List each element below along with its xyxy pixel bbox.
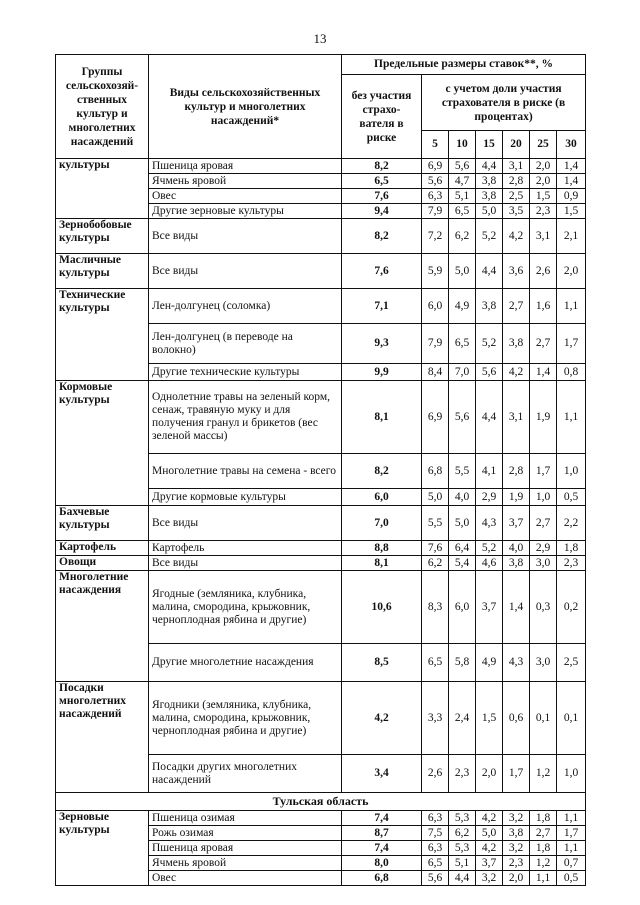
- rate-share-20-cell: 1,4: [503, 571, 530, 644]
- table-row: [56, 506, 586, 541]
- rate-share-15-cell: 4,4: [476, 159, 503, 174]
- rate-share-30-cell: 0,8: [557, 364, 586, 381]
- rate-share-25-cell: 3,0: [530, 644, 557, 682]
- rate-share-20-cell: 2,8: [503, 454, 530, 489]
- table-row: [56, 219, 586, 254]
- rate-share-20-cell: 2,7: [503, 289, 530, 324]
- rate-no-share-cell: 8,1: [342, 556, 422, 571]
- rate-share-5-cell: 6,3: [422, 811, 449, 826]
- rate-share-30-cell: 2,5: [557, 644, 586, 682]
- crop-name-cell: Другие зерновые культуры: [149, 204, 342, 219]
- rate-share-15-cell: 4,1: [476, 454, 503, 489]
- rate-share-20-cell: 4,0: [503, 541, 530, 556]
- rate-share-30-cell: 1,5: [557, 204, 586, 219]
- table-row: [56, 811, 586, 826]
- rate-share-25-cell: 2,0: [530, 159, 557, 174]
- rate-share-25-cell: 2,7: [530, 324, 557, 364]
- rate-share-25-cell: 1,5: [530, 189, 557, 204]
- rate-share-30-cell: 2,1: [557, 219, 586, 254]
- rate-share-10-cell: 5,5: [449, 454, 476, 489]
- rate-no-share-cell: 7,4: [342, 841, 422, 856]
- rate-no-share-cell: 7,0: [342, 506, 422, 541]
- rate-share-30-cell: 0,5: [557, 489, 586, 506]
- rate-share-5-cell: 6,2: [422, 556, 449, 571]
- rate-share-10-cell: 5,6: [449, 159, 476, 174]
- rate-share-25-cell: 1,2: [530, 755, 557, 793]
- rate-share-5-cell: 7,5: [422, 826, 449, 841]
- rate-share-30-cell: 1,8: [557, 541, 586, 556]
- header-percent-25: 25: [530, 131, 557, 159]
- rate-share-25-cell: 1,9: [530, 381, 557, 454]
- rate-share-10-cell: 2,4: [449, 682, 476, 755]
- rate-share-10-cell: 5,0: [449, 254, 476, 289]
- rate-share-5-cell: 5,6: [422, 871, 449, 886]
- rate-share-25-cell: 2,7: [530, 826, 557, 841]
- rate-no-share-cell: 8,2: [342, 159, 422, 174]
- rate-share-25-cell: 3,1: [530, 219, 557, 254]
- rate-share-20-cell: 1,7: [503, 755, 530, 793]
- rate-share-25-cell: 1,4: [530, 364, 557, 381]
- rate-share-30-cell: 1,7: [557, 324, 586, 364]
- rate-share-25-cell: 1,0: [530, 489, 557, 506]
- rate-share-15-cell: 4,6: [476, 556, 503, 571]
- rate-share-5-cell: 6,9: [422, 159, 449, 174]
- group-name-cell: Многолетние насаждения: [56, 571, 149, 682]
- rate-share-10-cell: 4,9: [449, 289, 476, 324]
- rate-share-25-cell: 0,3: [530, 571, 557, 644]
- rate-no-share-cell: 6,0: [342, 489, 422, 506]
- rate-share-30-cell: 1,7: [557, 826, 586, 841]
- rate-share-10-cell: 5,4: [449, 556, 476, 571]
- group-name-cell: культуры: [56, 159, 149, 219]
- rate-share-10-cell: 6,0: [449, 571, 476, 644]
- rate-share-15-cell: 4,9: [476, 644, 503, 682]
- rate-share-5-cell: 8,4: [422, 364, 449, 381]
- rate-share-15-cell: 3,8: [476, 174, 503, 189]
- rate-share-15-cell: 5,6: [476, 364, 503, 381]
- rate-share-25-cell: 2,9: [530, 541, 557, 556]
- rate-share-5-cell: 6,5: [422, 856, 449, 871]
- rate-share-25-cell: 1,2: [530, 856, 557, 871]
- rate-share-20-cell: 3,8: [503, 826, 530, 841]
- rate-share-30-cell: 0,7: [557, 856, 586, 871]
- crop-name-cell: Все виды: [149, 506, 342, 541]
- rate-share-15-cell: 1,5: [476, 682, 503, 755]
- crop-name-cell: Все виды: [149, 556, 342, 571]
- crop-name-cell: Многолетние травы на семена - всего: [149, 454, 342, 489]
- rate-share-25-cell: 1,8: [530, 811, 557, 826]
- rate-share-15-cell: 3,8: [476, 189, 503, 204]
- rate-share-30-cell: 2,0: [557, 254, 586, 289]
- rate-share-10-cell: 6,5: [449, 204, 476, 219]
- rate-share-5-cell: 8,3: [422, 571, 449, 644]
- rate-share-15-cell: 2,0: [476, 755, 503, 793]
- rate-share-30-cell: 2,2: [557, 506, 586, 541]
- rate-share-10-cell: 6,2: [449, 219, 476, 254]
- region-row: [56, 793, 586, 811]
- rate-share-25-cell: 1,7: [530, 454, 557, 489]
- insurance-rates-table: [55, 54, 586, 886]
- rate-no-share-cell: 9,4: [342, 204, 422, 219]
- rate-share-20-cell: 4,2: [503, 219, 530, 254]
- header-percent-15: 15: [476, 131, 503, 159]
- rate-no-share-cell: 3,4: [342, 755, 422, 793]
- rate-share-20-cell: 3,2: [503, 811, 530, 826]
- rate-share-20-cell: 3,1: [503, 381, 530, 454]
- crop-name-cell: Все виды: [149, 254, 342, 289]
- rate-share-10-cell: 5,0: [449, 506, 476, 541]
- rate-share-30-cell: 1,1: [557, 381, 586, 454]
- rate-share-15-cell: 4,3: [476, 506, 503, 541]
- rate-no-share-cell: 7,4: [342, 811, 422, 826]
- rate-no-share-cell: 8,0: [342, 856, 422, 871]
- rate-share-15-cell: 4,2: [476, 841, 503, 856]
- table-row: [56, 682, 586, 755]
- rate-share-20-cell: 3,8: [503, 556, 530, 571]
- rate-share-10-cell: 4,4: [449, 871, 476, 886]
- rate-share-30-cell: 1,1: [557, 289, 586, 324]
- rate-share-15-cell: 5,2: [476, 541, 503, 556]
- rate-share-20-cell: 0,6: [503, 682, 530, 755]
- rate-share-15-cell: 4,2: [476, 811, 503, 826]
- table-row: [56, 381, 586, 454]
- crop-name-cell: Другие многолетние насаждения: [149, 644, 342, 682]
- rate-share-30-cell: 0,1: [557, 682, 586, 755]
- rate-share-20-cell: 3,1: [503, 159, 530, 174]
- rate-share-5-cell: 3,3: [422, 682, 449, 755]
- header-crop: Виды сельскохозяйственных культур и многолетних насаждений*: [149, 55, 342, 159]
- rate-share-5-cell: 7,9: [422, 204, 449, 219]
- rate-no-share-cell: 7,1: [342, 289, 422, 324]
- group-name-cell: Овощи: [56, 556, 149, 571]
- rate-share-20-cell: 3,2: [503, 841, 530, 856]
- crop-name-cell: Другие кормовые культуры: [149, 489, 342, 506]
- rate-share-10-cell: 5,1: [449, 856, 476, 871]
- header-group: Группы сельскохозяй-ственных культур и многолетних насаждений: [56, 55, 149, 159]
- rate-no-share-cell: 8,1: [342, 381, 422, 454]
- rate-share-15-cell: 4,4: [476, 381, 503, 454]
- rate-no-share-cell: 7,6: [342, 189, 422, 204]
- header-percent-5: 5: [422, 131, 449, 159]
- group-name-cell: Бахчевые культуры: [56, 506, 149, 541]
- rate-share-5-cell: 5,5: [422, 506, 449, 541]
- table-row: [56, 289, 586, 324]
- rate-share-10-cell: 2,3: [449, 755, 476, 793]
- rate-share-30-cell: 1,4: [557, 159, 586, 174]
- rate-share-20-cell: 3,8: [503, 324, 530, 364]
- rate-share-15-cell: 5,0: [476, 204, 503, 219]
- group-name-cell: Масличные культуры: [56, 254, 149, 289]
- crop-name-cell: Овес: [149, 189, 342, 204]
- rate-share-25-cell: 1,6: [530, 289, 557, 324]
- rate-share-30-cell: 1,4: [557, 174, 586, 189]
- rate-no-share-cell: 8,8: [342, 541, 422, 556]
- group-name-cell: Кормовые культуры: [56, 381, 149, 506]
- rate-share-25-cell: 0,1: [530, 682, 557, 755]
- rate-no-share-cell: 9,9: [342, 364, 422, 381]
- crop-name-cell: Пшеница яровая: [149, 841, 342, 856]
- group-name-cell: Зерновые культуры: [56, 811, 149, 886]
- header-percent-30: 30: [557, 131, 586, 159]
- group-name-cell: Технические культуры: [56, 289, 149, 381]
- rate-share-5-cell: 5,9: [422, 254, 449, 289]
- rate-share-10-cell: 5,1: [449, 189, 476, 204]
- crop-name-cell: Овес: [149, 871, 342, 886]
- rate-no-share-cell: 10,6: [342, 571, 422, 644]
- rate-share-20-cell: 2,0: [503, 871, 530, 886]
- crop-name-cell: Пшеница яровая: [149, 159, 342, 174]
- rate-share-30-cell: 0,9: [557, 189, 586, 204]
- rate-share-5-cell: 6,3: [422, 189, 449, 204]
- rate-share-5-cell: 7,6: [422, 541, 449, 556]
- rate-share-5-cell: 5,0: [422, 489, 449, 506]
- rate-share-5-cell: 7,9: [422, 324, 449, 364]
- rate-no-share-cell: 9,3: [342, 324, 422, 364]
- rate-share-5-cell: 2,6: [422, 755, 449, 793]
- table-row: [56, 541, 586, 556]
- rate-share-30-cell: 1,1: [557, 811, 586, 826]
- rate-share-15-cell: 2,9: [476, 489, 503, 506]
- rate-share-20-cell: 2,5: [503, 189, 530, 204]
- rate-no-share-cell: 4,2: [342, 682, 422, 755]
- crop-name-cell: Ячмень яровой: [149, 174, 342, 189]
- rate-no-share-cell: 6,8: [342, 871, 422, 886]
- rate-share-15-cell: 5,2: [476, 324, 503, 364]
- crop-name-cell: Пшеница озимая: [149, 811, 342, 826]
- crop-name-cell: Однолетние травы на зеленый корм, сенаж, травяную муку и для получения гранул и брикетов (вес зеленой массы): [149, 381, 342, 454]
- group-name-cell: Зернобобовые культуры: [56, 219, 149, 254]
- rate-share-20-cell: 4,3: [503, 644, 530, 682]
- header-rate-limits: Предельные размеры ставок**, %: [342, 55, 586, 75]
- rate-share-20-cell: 2,8: [503, 174, 530, 189]
- group-name-cell: Посадки многолетних насаждений: [56, 682, 149, 793]
- rate-share-15-cell: 3,7: [476, 571, 503, 644]
- rate-share-10-cell: 6,2: [449, 826, 476, 841]
- crop-name-cell: Ягодники (земляника, клубника, малина, смородина, крыжовник, черноплодная рябина и другие): [149, 682, 342, 755]
- rate-share-25-cell: 1,8: [530, 841, 557, 856]
- header-no-share: без участия страхо-вателя в риске: [342, 75, 422, 159]
- crop-name-cell: Лен-долгунец (соломка): [149, 289, 342, 324]
- rate-share-20-cell: 4,2: [503, 364, 530, 381]
- rate-share-10-cell: 5,3: [449, 841, 476, 856]
- rate-share-20-cell: 1,9: [503, 489, 530, 506]
- rate-share-25-cell: 2,0: [530, 174, 557, 189]
- crop-name-cell: Посадки других многолетних насаждений: [149, 755, 342, 793]
- rate-share-10-cell: 5,8: [449, 644, 476, 682]
- rate-share-5-cell: 7,2: [422, 219, 449, 254]
- rate-share-25-cell: 1,1: [530, 871, 557, 886]
- rate-share-30-cell: 1,0: [557, 755, 586, 793]
- header-percent-20: 20: [503, 131, 530, 159]
- rate-share-10-cell: 5,3: [449, 811, 476, 826]
- crop-name-cell: Лен-долгунец (в переводе на волокно): [149, 324, 342, 364]
- crop-name-cell: Ячмень яровой: [149, 856, 342, 871]
- crop-name-cell: Рожь озимая: [149, 826, 342, 841]
- rate-share-10-cell: 7,0: [449, 364, 476, 381]
- crop-name-cell: Картофель: [149, 541, 342, 556]
- table-row: [56, 254, 586, 289]
- rate-no-share-cell: 8,7: [342, 826, 422, 841]
- rate-share-5-cell: 5,6: [422, 174, 449, 189]
- rate-share-20-cell: 3,6: [503, 254, 530, 289]
- crop-name-cell: Ягодные (земляника, клубника, малина, смородина, крыжовник, черноплодная рябина и другие): [149, 571, 342, 644]
- table-row: [56, 556, 586, 571]
- rate-share-5-cell: 6,3: [422, 841, 449, 856]
- rate-share-25-cell: 2,3: [530, 204, 557, 219]
- rate-no-share-cell: 6,5: [342, 174, 422, 189]
- group-name-cell: Картофель: [56, 541, 149, 556]
- rate-share-10-cell: 5,6: [449, 381, 476, 454]
- rate-share-5-cell: 6,5: [422, 644, 449, 682]
- table-row: [56, 571, 586, 644]
- rate-no-share-cell: 8,2: [342, 219, 422, 254]
- rate-share-15-cell: 3,2: [476, 871, 503, 886]
- page-number: 13: [313, 31, 327, 46]
- crop-name-cell: Все виды: [149, 219, 342, 254]
- rate-share-30-cell: 2,3: [557, 556, 586, 571]
- rate-share-25-cell: 2,7: [530, 506, 557, 541]
- rate-share-30-cell: 1,0: [557, 454, 586, 489]
- rate-share-30-cell: 0,5: [557, 871, 586, 886]
- rate-no-share-cell: 8,2: [342, 454, 422, 489]
- header-with-share: с учетом доли участия страхователя в риске (в процентах): [422, 75, 586, 131]
- table-row: [56, 159, 586, 174]
- rate-share-15-cell: 4,4: [476, 254, 503, 289]
- rate-share-15-cell: 5,0: [476, 826, 503, 841]
- rate-share-10-cell: 6,4: [449, 541, 476, 556]
- rate-share-20-cell: 3,5: [503, 204, 530, 219]
- rate-share-20-cell: 3,7: [503, 506, 530, 541]
- rate-share-30-cell: 0,2: [557, 571, 586, 644]
- rate-no-share-cell: 7,6: [342, 254, 422, 289]
- rate-share-20-cell: 2,3: [503, 856, 530, 871]
- rate-share-30-cell: 1,1: [557, 841, 586, 856]
- rate-share-10-cell: 6,5: [449, 324, 476, 364]
- rate-share-15-cell: 3,8: [476, 289, 503, 324]
- rate-share-15-cell: 5,2: [476, 219, 503, 254]
- rate-share-25-cell: 3,0: [530, 556, 557, 571]
- rate-share-5-cell: 6,9: [422, 381, 449, 454]
- rate-share-15-cell: 3,7: [476, 856, 503, 871]
- rate-no-share-cell: 8,5: [342, 644, 422, 682]
- crop-name-cell: Другие технические культуры: [149, 364, 342, 381]
- rate-share-5-cell: 6,0: [422, 289, 449, 324]
- header-percent-10: 10: [449, 131, 476, 159]
- rate-share-10-cell: 4,7: [449, 174, 476, 189]
- rate-share-5-cell: 6,8: [422, 454, 449, 489]
- rate-share-25-cell: 2,6: [530, 254, 557, 289]
- region-title: Тульская область: [56, 793, 586, 811]
- rate-share-10-cell: 4,0: [449, 489, 476, 506]
